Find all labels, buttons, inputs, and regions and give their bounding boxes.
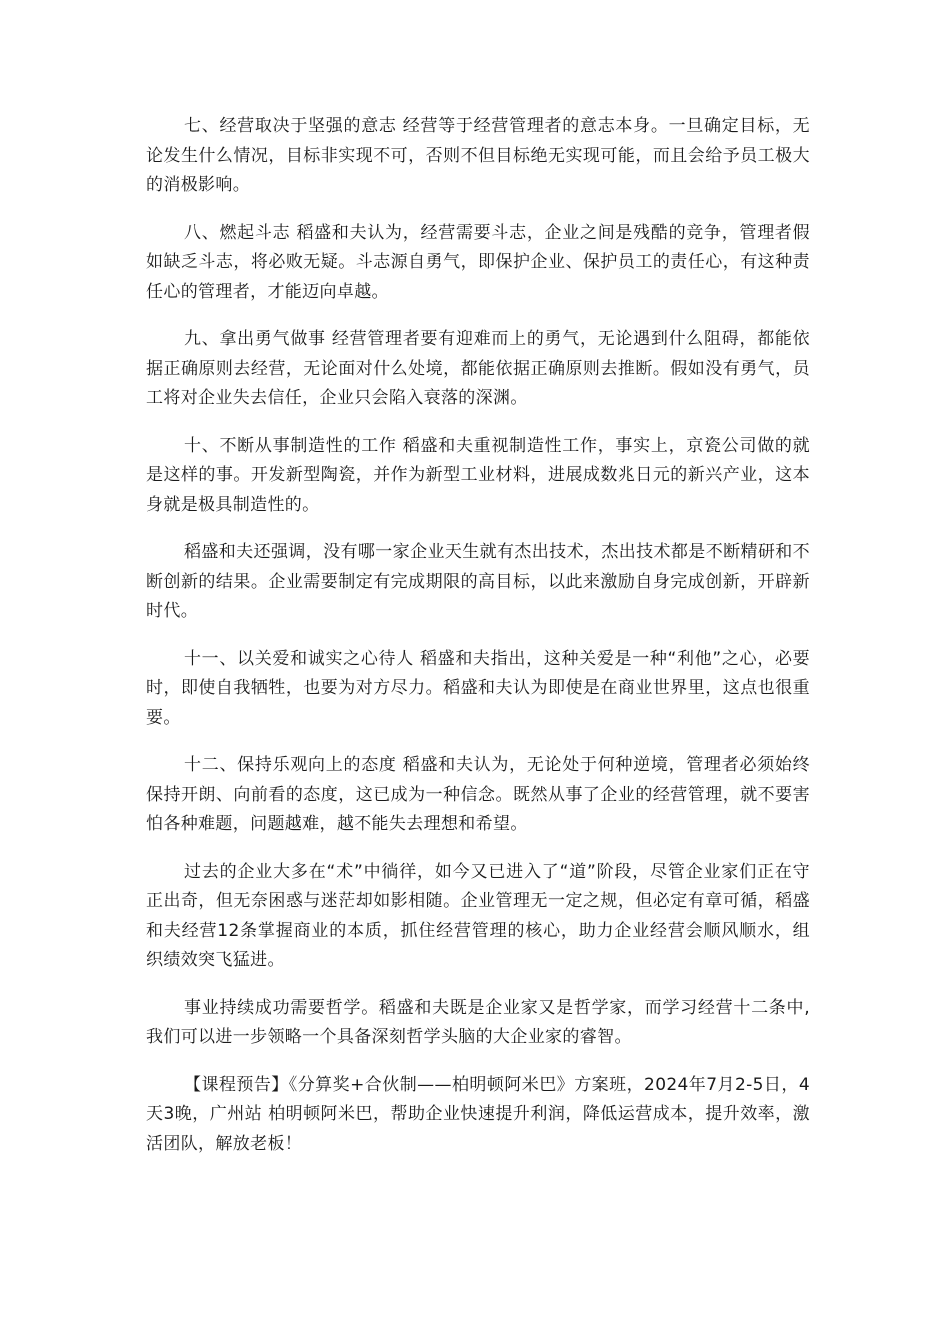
paragraph-philosophy: 事业持续成功需要哲学。稻盛和夫既是企业家又是哲学家，而学习经营十二条中,我们可以进一步领略一个具备深刻哲学头脑的大企业家的睿智。	[146, 997, 810, 1047]
paragraph-course-announcement: 【课程预告】《分算奖+合伙制——柏明顿阿米巴》方案班，2024年7月2-5日，4天3晚，广州站 柏明顿阿米巴，帮助企业快速提升利润，降低运营成本，提升效率，激活团队，解放老板！	[146, 1074, 810, 1154]
paragraph-section-11: 十一、以关爱和诚实之心待人 稻盛和夫指出，这种关爱是一种“利他”之心，必要时，即使自我牺牲，也要为对方尽力。稻盛和夫认为即使是在商业世界里，这点也很重要。	[146, 648, 810, 728]
paragraph-summary: 过去的企业大多在“术”中徜徉，如今又已进入了“道”阶段，尽管企业家们正在守正出奇，但无奈困惑与迷茫却如影相随。企业管理无一定之规，但必定有章可循，稻盛和夫经营12条掌握商业的本质，抓住经营管理的核心，助力企业经营会顺风顺水，组织绩效突飞猛进。	[146, 861, 810, 970]
paragraph-section-9: 九、拿出勇气做事 经营管理者要有迎难而上的勇气，无论遇到什么阻碍，都能依据正确原则去经营，无论面对什么处境，都能依据正确原则去推断。假如没有勇气，员工将对企业失去信任，企业只会陷入衰落的深渊。	[146, 329, 810, 408]
paragraph-section-12: 十二、保持乐观向上的态度 稻盛和夫认为，无论处于何种逆境，管理者必须始终保持开朗、向前看的态度，这已成为一种信念。既然从事了企业的经营管理，就不要害怕各种难题，问题越难，越不能失去理想和希望。	[146, 755, 810, 834]
paragraph-innovation: 稻盛和夫还强调，没有哪一家企业天生就有杰出技术，杰出技术都是不断精研和不断创新的结果。企业需要制定有完成期限的高目标，以此来激励自身完成创新，开辟新时代。	[146, 542, 810, 621]
paragraph-section-8: 八、燃起斗志 稻盛和夫认为，经营需要斗志，企业之间是残酷的竞争，管理者假如缺乏斗志，将必败无疑。斗志源自勇气，即保护企业、保护员工的责任心，有这种责任心的管理者，才能迈向卓越。	[146, 222, 810, 302]
paragraph-section-7: 七、经营取决于坚强的意志 经营等于经营管理者的意志本身。一旦确定目标，无论发生什么情况，目标非实现不可，否则不但目标绝无实现可能，而且会给予员工极大的消极影响。	[146, 116, 810, 195]
document-body	[146, 112, 810, 1177]
paragraph-section-10: 十、不断从事制造性的工作 稻盛和夫重视制造性工作，事实上，京瓷公司做的就是这样的事。开发新型陶瓷，并作为新型工业材料，进展成数兆日元的新兴产业，这本身就是极具制造性的。	[146, 435, 810, 515]
